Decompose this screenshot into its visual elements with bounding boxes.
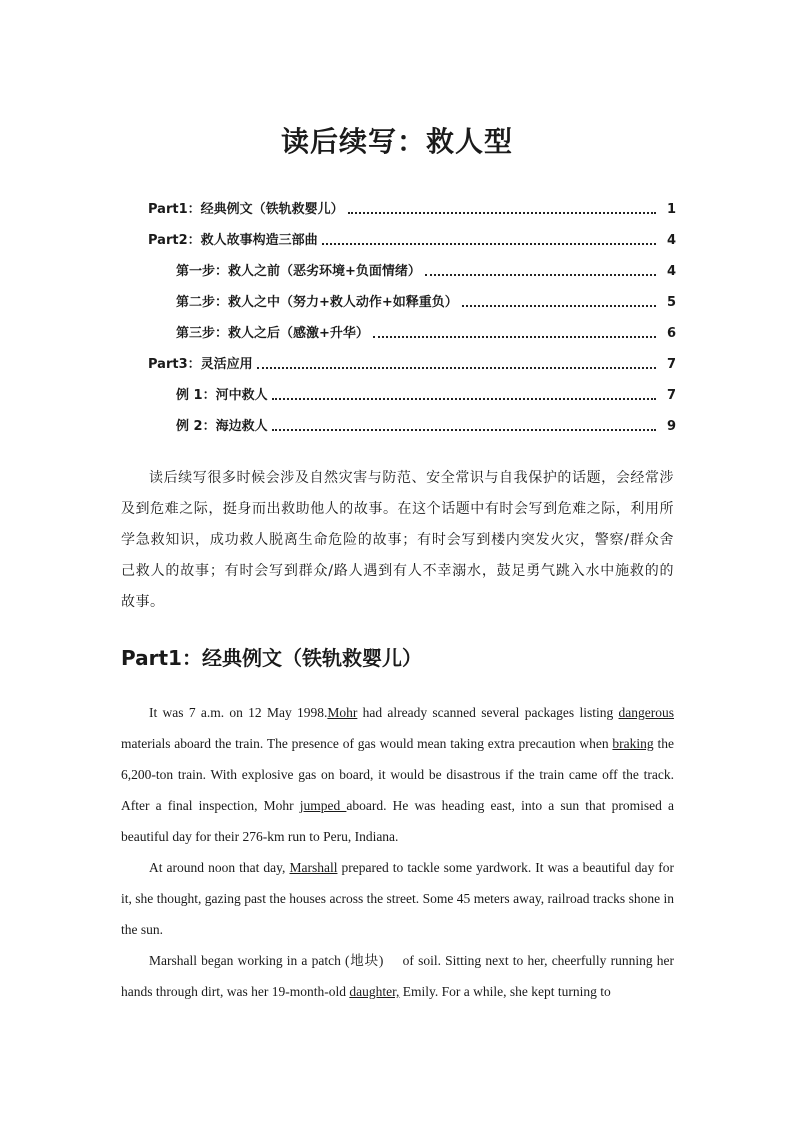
toc-leader [257,366,656,369]
text-run: materials aboard the train. The presence of gas would mean taking extra precaution when [121,736,613,751]
toc-leader [373,335,656,338]
table-of-contents [148,186,676,434]
toc-label: Part2：救人故事构造三部曲 [148,233,318,248]
toc-label: Part3：灵活应用 [148,357,253,372]
intro-paragraph: 读后续写很多时候会涉及自然灾害与防范、安全常识与自我保护的话题，会经常涉及到危难之际，挺身而出救助他人的故事。在这个话题中有时会写到危难之际，利用所学急救知识，成功救人脱离生命危险的故事；有时会写到楼内突发火灾，警察/群众舍己救人的故事；有时会写到群众/路人遇到有人不幸溺水，鼓足勇气跳入水中施救的的故事。 [121,470,674,610]
text-run: At around noon that day, [149,860,290,875]
toc-label: 第一步：救人之前（恶劣环境+负面情绪） [176,264,421,279]
toc-entry-step1[interactable] [148,248,676,279]
underlined-word: dangerous [618,705,674,720]
toc-leader [348,211,656,214]
section-heading: Part1：经典例文（铁轨救婴儿） [121,646,422,670]
toc-leader [272,397,656,400]
underlined-word: jumped [299,798,347,813]
toc-leader [462,304,656,307]
toc-label: 例 1：河中救人 [176,388,268,403]
underlined-word: Mohr [327,705,358,720]
example-essay [121,697,674,1007]
text-run: aboard. He was heading east, into a sun that promised a beautiful day for their 276-km run to Peru, Indiana. [121,798,674,844]
toc-label: 第三步：救人之后（感激+升华） [176,326,369,341]
toc-page: 9 [666,419,676,434]
essay-paragraph-2 [121,852,674,945]
toc-page: 6 [666,326,676,341]
toc-page: 7 [666,388,676,403]
essay-paragraph-3 [121,945,674,1007]
document-title: 读后续写：救人型 [280,125,513,158]
text-run: Emily. For a while, she kept turning to [399,984,611,999]
toc-entry-part2[interactable] [148,217,676,248]
toc-label: 例 2：海边救人 [176,419,268,434]
text-run: It was 7 a.m. on 12 May 1998. [149,705,328,720]
underlined-word: daughter, [349,984,400,999]
toc-entry-part3[interactable] [148,341,676,372]
toc-entry-example1[interactable] [148,372,676,403]
toc-entry-part1[interactable] [148,186,676,217]
toc-leader [272,428,656,431]
essay-paragraph-1 [121,697,674,852]
toc-page: 5 [666,295,676,310]
text-run: had already scanned several packages listing [357,705,619,720]
underlined-word: Marshall [289,860,338,875]
toc-entry-step2[interactable] [148,279,676,310]
toc-page: 7 [666,357,676,372]
toc-entry-step3[interactable] [148,310,676,341]
toc-leader [425,273,656,276]
text-run: prepared to tackle some yardwork. It was a beautiful day for it, she thought, gazing past the houses across the street. Some 45 meters away, railroad tracks shone in the sun. [121,860,674,937]
text-run: Marshall began working in a patch (地块) of soil. Sitting next to her, cheerfully running her hands through dirt, was her 19-month-old [121,953,674,999]
toc-entry-example2[interactable] [148,403,676,434]
toc-page: 1 [666,202,676,217]
toc-label: Part1：经典例文（铁轨救婴儿） [148,202,344,217]
underlined-word: braking [612,736,654,751]
toc-leader [322,242,656,245]
toc-page: 4 [666,264,676,279]
toc-page: 4 [666,233,676,248]
text-run: the 6,200-ton train. With explosive gas on board, it would be disastrous if the train came off the track. After a final inspection, Mohr [121,736,674,813]
toc-label: 第二步：救人之中（努力+救人动作+如释重负） [176,295,458,310]
